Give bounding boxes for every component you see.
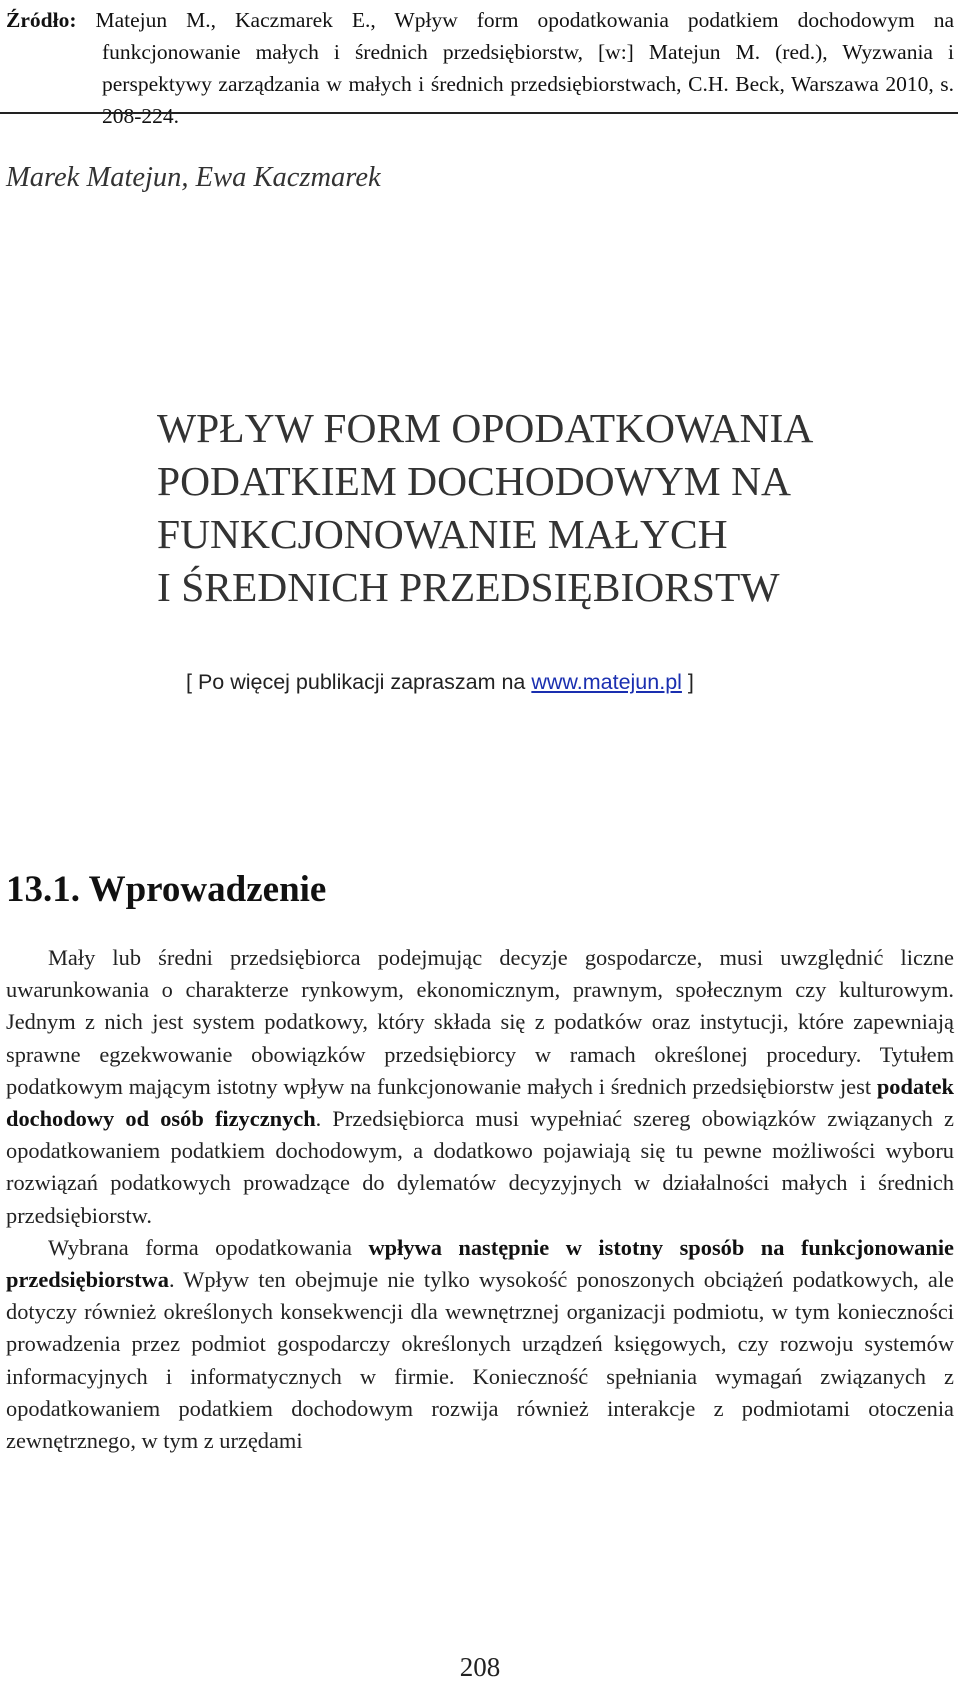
paragraph-text: . Wpływ ten obejmuje nie tylko wysokość ponoszonych obciążeń podatkowych, ale dotyczy również określonych konsekwencji dla wewnętrznej organizacji podmiotu, w tym konieczności prowadzenia przez podmiot gospodarczy określonych urządzeń księgowych, czy rozwoju systemów informacyjnych i informatycznych w firmie. Konieczność spełniania wymagań związanych z opodatkowaniem podatkiem dochodowym rozwija również interakcje z podmiotami otoczenia zewnętrznego, w tym z urzędami	[6, 1267, 954, 1454]
section-heading	[6, 868, 326, 911]
source-text: Matejun M., Kaczmarek E., Wpływ form opodatkowania podatkiem dochodowym na funkcjonowanie małych i średnich przedsiębiorstw, [w:] Matejun M. (red.), Wyzwania i perspektywy zarządzania w małych i średnich przedsiębiorstwach, C.H. Beck, Warszawa 2010, s. 208-224.	[95, 8, 954, 128]
header-rule	[0, 112, 958, 114]
title-line: I ŚREDNICH PRZEDSIĘBIORSTW	[157, 564, 780, 610]
paragraph	[6, 942, 954, 1232]
source-label: Źródło:	[6, 8, 77, 32]
title-line: PODATKIEM DOCHODOWYM NA	[157, 458, 792, 504]
section-title: Wprowadzenie	[88, 869, 327, 910]
emphasis: wpływa następnie w istotny sposób na funkcjonowanie przedsiębiorstwa	[6, 1234, 954, 1293]
paragraph-text: Wybrana forma opodatkowania	[48, 1234, 369, 1260]
page-number: 208	[459, 1652, 501, 1682]
website-link[interactable]: www.matejun.pl	[531, 670, 682, 694]
authors: Marek Matejun, Ewa Kaczmarek	[6, 162, 381, 193]
article-title	[157, 402, 937, 614]
title-line: WPŁYW FORM OPODATKOWANIA	[157, 405, 814, 451]
paragraph-text: Mały lub średni przedsiębiorca podejmując decyzje gospodarcze, musi uwzględnić liczne uwarunkowania o charakterze rynkowym, ekonomicznym, prawnym, społecznym czy kulturowym. Jednym z nich jest system podatkowy, który składa się z podatków oraz instytucji, które zapewniają sprawne egzekwowanie obowiązków przedsiębiorcy w ramach określonej procedury. Tytułem podatkowym mającym istotny wpływ na funkcjonowanie małych i średnich przedsiębiorstw jest	[6, 945, 954, 1099]
title-line: FUNKCJONOWANIE MAŁYCH	[157, 511, 728, 557]
emphasis: podatek dochodowy od osób fizycznych	[6, 1073, 954, 1132]
paragraph	[6, 1232, 954, 1457]
more-info-prefix: [ Po więcej publikacji zapraszam na	[186, 670, 532, 694]
more-info-suffix: ]	[681, 670, 694, 694]
paragraph-text: . Przedsiębiorca musi wypełniać szereg obowiązków związanych z opodatkowaniem podatkiem dochodowym, a dodatkowo pojawiają się tu pewne możliwości wyboru rozwiązań podatkowych prowadzące do dylematów decyzyjnych w działalności małych i średnich przedsiębiorstw.	[6, 1106, 954, 1228]
body-text	[6, 942, 954, 1457]
section-number: 13.1.	[6, 869, 80, 910]
more-publications-note	[186, 670, 694, 695]
